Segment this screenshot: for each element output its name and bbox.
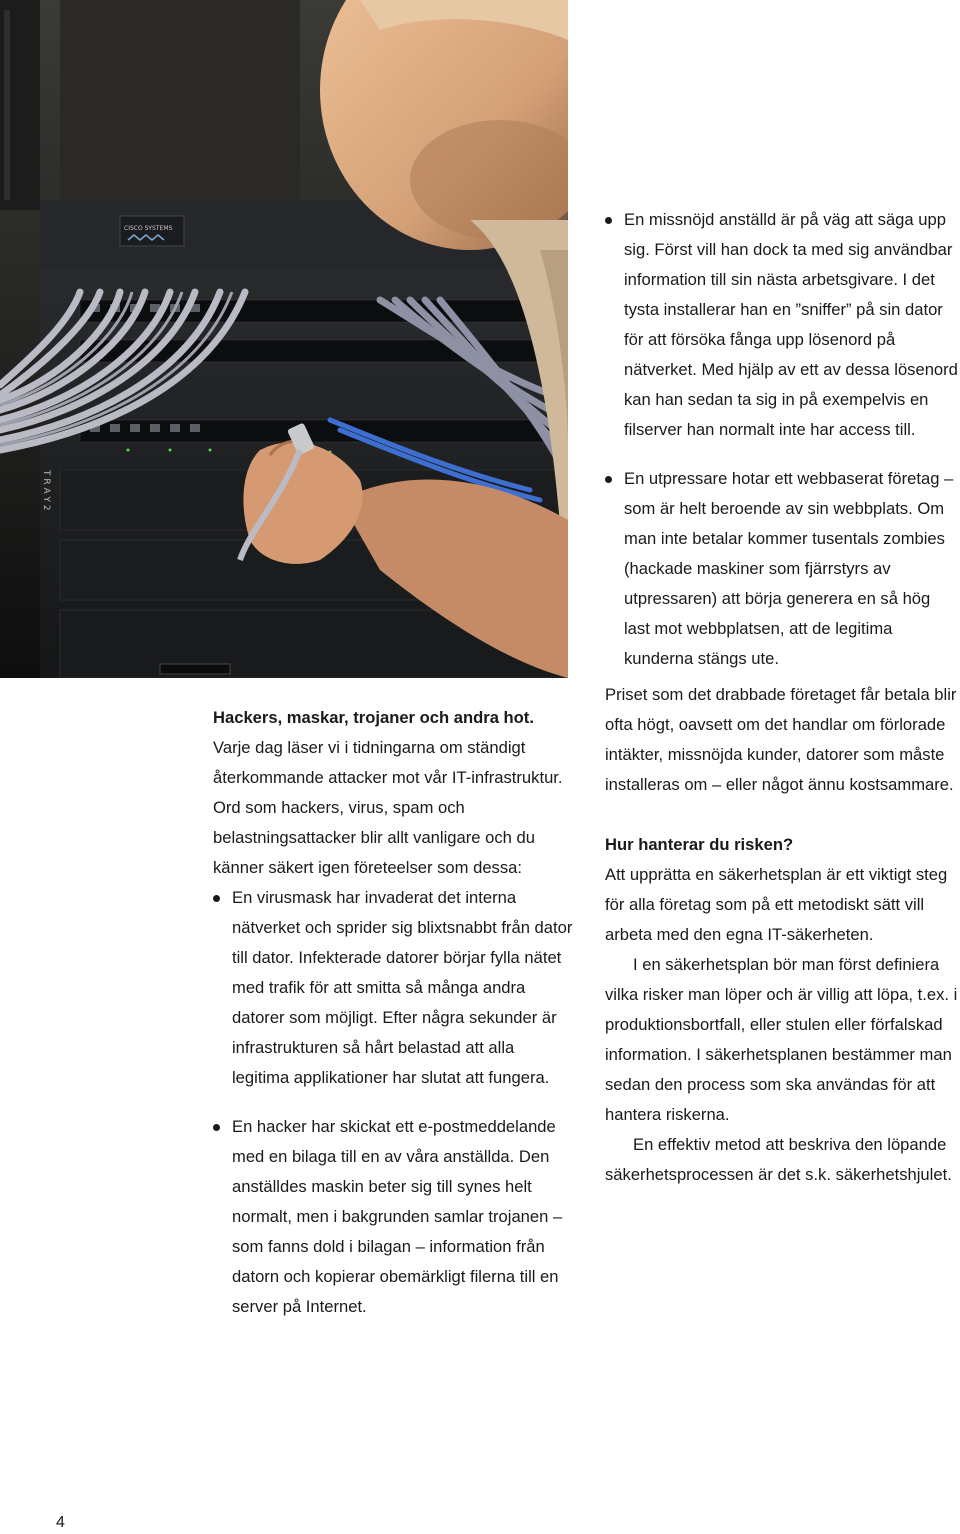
left-column (213, 703, 573, 1322)
bullet-item-extortion (605, 464, 960, 674)
bullet-dot-icon (605, 217, 612, 224)
bullet-text: En missnöjd anställd är på väg att säga upp sig. Först vill han dock ta med sig användbar information till sin nästa arbetsgivare. I det tysta installerar han en ”sniffer” på sin dator för att försöka fånga upp lösenord på nätverket. Med hjälp av ett av dessa lösenord kan han sedan ta sig in på exempelvis en filserver han normalt inte har access till. (624, 210, 958, 439)
bullet-item-sniffer (605, 205, 960, 445)
bullet-text: En hacker har skickat ett e-postmeddelande med en bilaga till en av våra anställda. Den anställdes maskin beter sig till synes helt normalt, men i bakgrunden samlar trojanen – som fanns dold i bilagan – information från datorn och kopierar obemärkligt filerna till en server på Internet. (232, 1117, 563, 1316)
right-column (605, 205, 960, 1190)
bullet-item-virus (213, 883, 573, 1093)
tray-label: T R A Y 2 (41, 470, 51, 511)
bullet-dot-icon (605, 476, 612, 483)
bullet-dot-icon (213, 1124, 220, 1131)
intro-paragraph (213, 703, 573, 883)
page-number: 4 (56, 1514, 65, 1531)
left-bullet-list (213, 883, 573, 1322)
photo-network-switch (0, 0, 568, 678)
section-heading: Hur hanterar du risken? (605, 835, 794, 854)
logo-text: CISCO SYSTEMS (124, 225, 173, 232)
intro-body: Varje dag läser vi i tidningarna om ständigt återkommande attacker mot vår IT-infrastruktur. Ord som hackers, virus, spam och belastningsattacker blir allt vanligare och du känner säkert igen företeelser som dessa: (213, 738, 563, 877)
section-paragraph-3: En effektiv metod att beskriva den löpande säkerhetsprocessen är det s.k. säkerhetshjulet. (605, 1135, 952, 1184)
bullet-text: En virusmask har invaderat det interna nätverket och sprider sig blixtsnabbt från dator till dator. Infekterade datorer börjar fylla nätet med trafik för att smitta så många andra datorer som möjligt. Efter några sekunder är infrastrukturen så hårt belastad att alla legitima applikationer har slutat att fungera. (232, 888, 573, 1087)
bullet-dot-icon (213, 895, 220, 902)
cost-paragraph: Priset som det drabbade företaget får betala blir ofta högt, oavsett om det handlar om förlorade intäkter, missnöjda kunder, datorer som måste installeras om – eller något ännu kostsammare. (605, 685, 957, 794)
bullet-text: En utpressare hotar ett webbaserat företag – som är helt beroende av sin webbplats. Om man inte betalar kommer tusentals zombies (hackade maskiner som fjärrstyrs av utpressaren) att börja generera en så hög last mot webbplatsen, att de legitima kunderna stängs ute. (624, 469, 954, 668)
section-paragraph-2: I en säkerhetsplan bör man först definiera vilka risker man löper och är villig att löpa, t.ex. i produktionsbortfall, eller stulen eller förfalskad information. I säkerhetsplanen bestämmer man sedan den process som ska användas för att hantera riskerna. (605, 955, 958, 1124)
section-paragraph-1: Att upprätta en säkerhetsplan är ett viktigt steg för alla företag som på ett metodiskt sätt vill arbeta med den egna IT-säkerheten. (605, 865, 948, 944)
intro-lead: Hackers, maskar, trojaner och andra hot. (213, 708, 534, 727)
right-bullet-list (605, 205, 960, 674)
bullet-item-trojan (213, 1112, 573, 1322)
